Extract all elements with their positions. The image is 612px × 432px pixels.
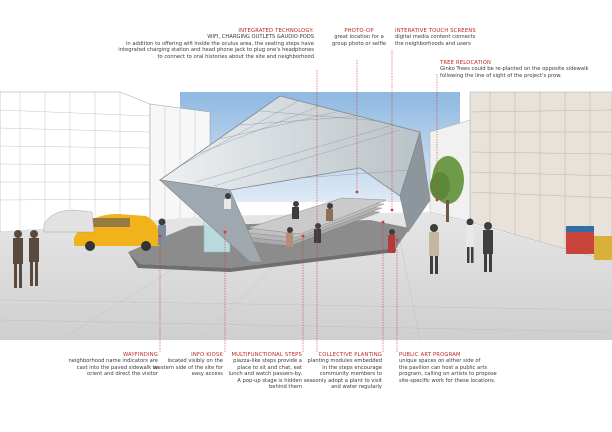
annotation-line: program, calling on artists to propose xyxy=(399,371,497,378)
annotation-line: following the line of sight of the project's prow. xyxy=(440,72,562,79)
annotation-line: integrated charging station and head phone jack to plug one's headphones xyxy=(118,47,314,54)
annotation-line: neighborhood name indicators are xyxy=(68,358,158,365)
annotation-line: seasonly adopt a plant to visit xyxy=(303,377,382,384)
annotation-public-art-program xyxy=(399,352,519,384)
annotation-line: planting modules embedded xyxy=(307,358,382,365)
annotation-line: the neighborhoods and users xyxy=(395,40,471,47)
annotation-line: behind them xyxy=(268,384,302,391)
annotation-line: orient and direct the visitor xyxy=(87,371,158,378)
annotation-line: digital media content connects xyxy=(395,34,476,41)
annotation-line: cast into the paved sidewalk to xyxy=(76,364,158,371)
annotation-integrated-technology xyxy=(100,28,314,60)
annotation-line: western side of the site for xyxy=(153,364,223,371)
annotation-line: group photo or selfie xyxy=(331,40,387,47)
annotation-line: and water regularly xyxy=(331,384,382,391)
annotation-photo-op xyxy=(326,28,392,47)
annotation-title: INFO KIOSK xyxy=(191,352,223,358)
annotation-line: A pop-up stage is hidden xyxy=(237,377,302,384)
annotation-line: community members to xyxy=(319,371,382,378)
annotation-line: to connect to oral histories about the site and neighborhood xyxy=(157,53,314,60)
left-buildings xyxy=(0,92,210,232)
annotation-title: COLLECTIVE PLANTING xyxy=(318,352,382,358)
annotation-collective-planting xyxy=(300,352,382,390)
annotation-line: in addition to offering wifi inside the oculus area, the seating steps have xyxy=(125,40,314,47)
annotation-interactive-touch-screens xyxy=(395,28,545,47)
annotation-line: great location for a xyxy=(334,34,384,41)
annotation-line: place to sit and chat, eat xyxy=(237,364,302,371)
annotation-title: PUBLIC ART PROGRAM xyxy=(399,352,461,358)
annotation-line: lunch and watch passers-by. xyxy=(228,371,302,378)
annotation-title: TREE RELOCATION xyxy=(440,60,492,66)
annotation-line: easy access xyxy=(191,371,223,378)
annotation-tree-relocation xyxy=(440,60,608,79)
annotation-line: unique spaces on either side of xyxy=(399,358,481,365)
annotation-title: MULTIFUNCTIONAL STEPS xyxy=(231,352,302,358)
annotation-line: piazza-like steps provide a xyxy=(233,358,302,365)
annotation-line: WIFI, CHARGING OUTLETS &AUDIO PODS xyxy=(207,34,314,41)
annotation-title: WAYFINDING xyxy=(123,352,158,358)
annotation-line: located visibly on the xyxy=(167,358,223,365)
annotation-multifunctional-steps xyxy=(226,352,302,390)
annotation-title: INTERATIVE TOUCH SCREENS xyxy=(395,28,476,34)
annotation-wayfinding xyxy=(40,352,158,378)
annotation-line: site-specific work for these locations. xyxy=(399,377,496,384)
annotation-title: PHOTO-OP xyxy=(344,28,374,34)
annotation-line: the pavilion can host a public arts xyxy=(399,364,488,371)
annotation-title: INTEGRATED TECHNOLOGY: xyxy=(238,28,314,34)
annotation-line: in the steps encourage xyxy=(322,364,382,371)
annotation-info-kiosk xyxy=(148,352,223,378)
annotation-line: Ginko Trees could be re-planted on the opposite sidewalk xyxy=(440,66,589,73)
